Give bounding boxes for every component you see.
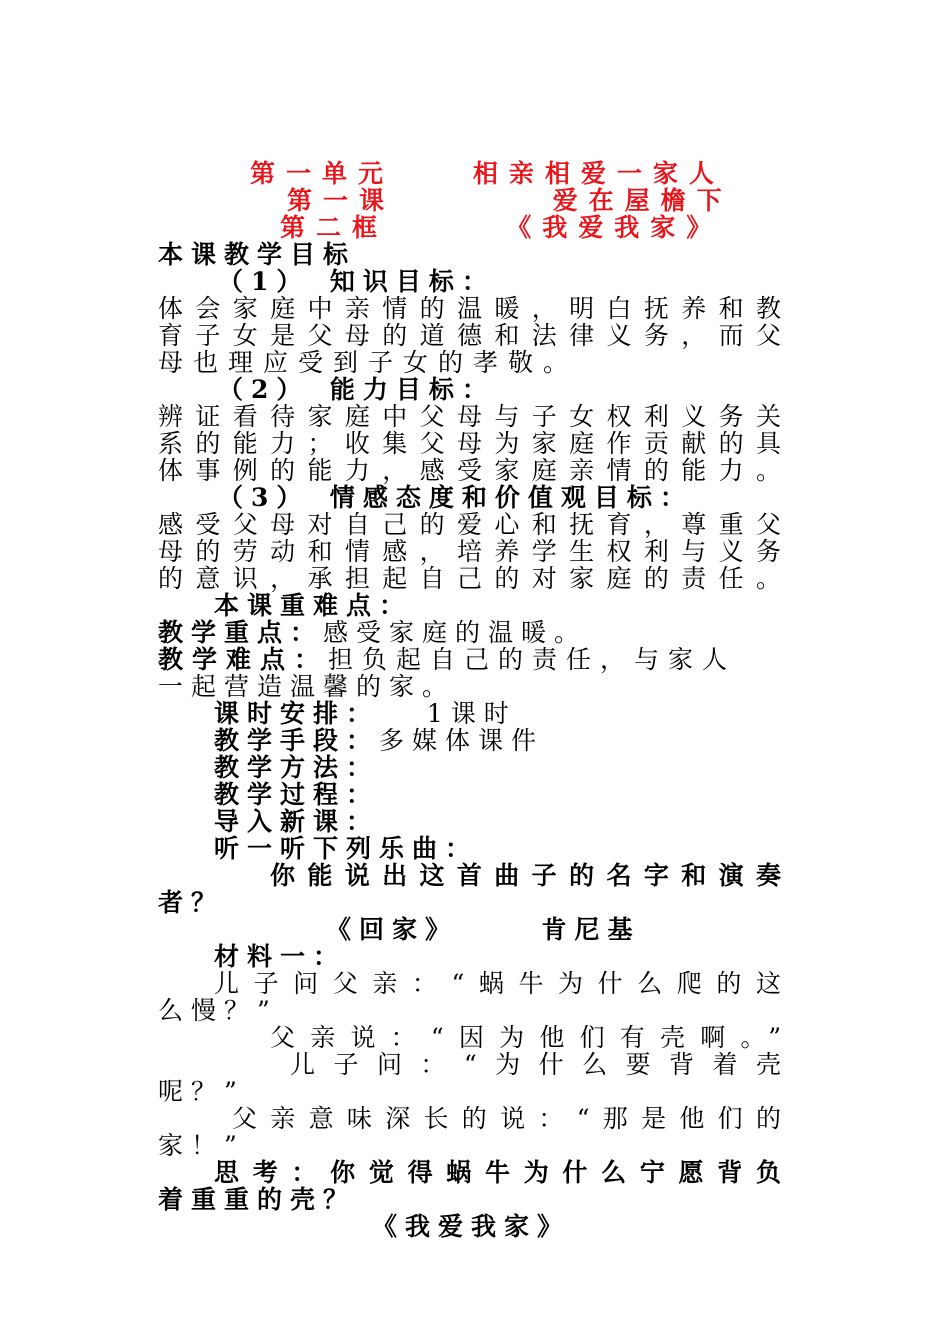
- think-line-1: 思考：你觉得蜗牛为什么宁愿背负: [214, 1158, 781, 1187]
- frame-heading: [280, 214, 722, 241]
- knowledge-goal-label: （1） 知识目标：: [218, 267, 495, 296]
- music-question-line-2: 者？: [158, 888, 225, 917]
- hours-row: [214, 700, 517, 727]
- ability-goal-label: （2） 能力目标：: [218, 375, 495, 404]
- ability-goal-line-2: 系的能力；收集父母为家庭作贡献的具: [158, 429, 781, 458]
- means-value: 多媒体课件: [379, 726, 545, 755]
- unit-title: 相亲相爱一家人: [472, 159, 725, 188]
- music-question-line-1: 你能说出这首曲子的名字和演奏: [270, 861, 781, 890]
- ability-goal-line-1: 辨证看待家庭中父母与子女权利义务关: [158, 402, 781, 431]
- lesson-heading: [287, 187, 733, 214]
- focus-row: [158, 619, 587, 646]
- knowledge-goal-line-3: 母也理应受到子女的孝敬。: [158, 348, 579, 377]
- process-label: 教学过程：: [214, 780, 380, 809]
- closing-title: 《我爱我家》: [372, 1212, 571, 1241]
- material-line-3a: 儿子问：“为什么要背着壳: [290, 1050, 781, 1079]
- emotion-goal-line-3: 的意识，承担起自己的对家庭的责任。: [158, 564, 781, 593]
- think-line-2: 着重重的壳？: [158, 1185, 357, 1214]
- song-row: [326, 916, 641, 943]
- key-points-heading: 本课重难点：: [214, 591, 413, 620]
- difficulty-text-2: 一起营造温馨的家。: [158, 672, 456, 701]
- material-line-1a: 儿子问父亲：“蜗牛为什么爬的这: [214, 969, 781, 998]
- song-title: 《回家》: [326, 915, 459, 944]
- material-line-3b: 呢？”: [158, 1077, 245, 1106]
- emotion-goal-label: （3） 情感态度和价值观目标：: [218, 483, 693, 512]
- song-artist: 肯尼基: [541, 915, 641, 944]
- method-label: 教学方法：: [214, 753, 380, 782]
- emotion-goal-line-1: 感受父母对自己的爱心和抚育，尊重父: [158, 510, 781, 539]
- material-heading: 材料一：: [214, 942, 347, 971]
- goals-heading: 本课教学目标: [158, 240, 357, 269]
- material-line-4a: 父亲意味深长的说：“那是他们的: [232, 1104, 781, 1133]
- ability-goal-line-3: 体事例的能力，感受家庭亲情的能力。: [158, 456, 781, 485]
- unit-label: 第一单元: [250, 159, 395, 188]
- means-row: [214, 727, 544, 754]
- hours-value: 1课时: [426, 699, 517, 728]
- lesson-title: 爱在屋檐下: [552, 186, 733, 215]
- difficulty-row: [158, 646, 736, 673]
- difficulty-text: 担负起自己的责任，与家人: [328, 645, 737, 674]
- intro-label: 导入新课：: [214, 807, 380, 836]
- focus-label: 教学重点：: [158, 618, 324, 647]
- unit-heading: [250, 160, 725, 187]
- focus-text: 感受家庭的温暖。: [323, 618, 588, 647]
- frame-label: 第二框: [280, 213, 389, 242]
- material-line-1b: 么慢？”: [158, 996, 278, 1025]
- frame-title: 《我爱我家》: [506, 213, 723, 242]
- difficulty-label: 教学难点：: [158, 645, 329, 674]
- knowledge-goal-line-1: 体会家庭中亲情的温暖，明白抚养和教: [158, 294, 781, 323]
- material-line-2: 父亲说：“因为他们有壳啊。”: [270, 1023, 781, 1052]
- listen-label: 听一听下列乐曲：: [214, 834, 479, 863]
- hours-label: 课时安排：: [214, 699, 380, 728]
- emotion-goal-line-2: 母的劳动和情感，培养学生权利与义务: [158, 537, 781, 566]
- means-label: 教学手段：: [214, 726, 380, 755]
- knowledge-goal-line-2: 育子女是父母的道德和法律义务，而父: [158, 321, 781, 350]
- material-line-4b: 家！”: [158, 1131, 245, 1160]
- lesson-label: 第一课: [287, 186, 396, 215]
